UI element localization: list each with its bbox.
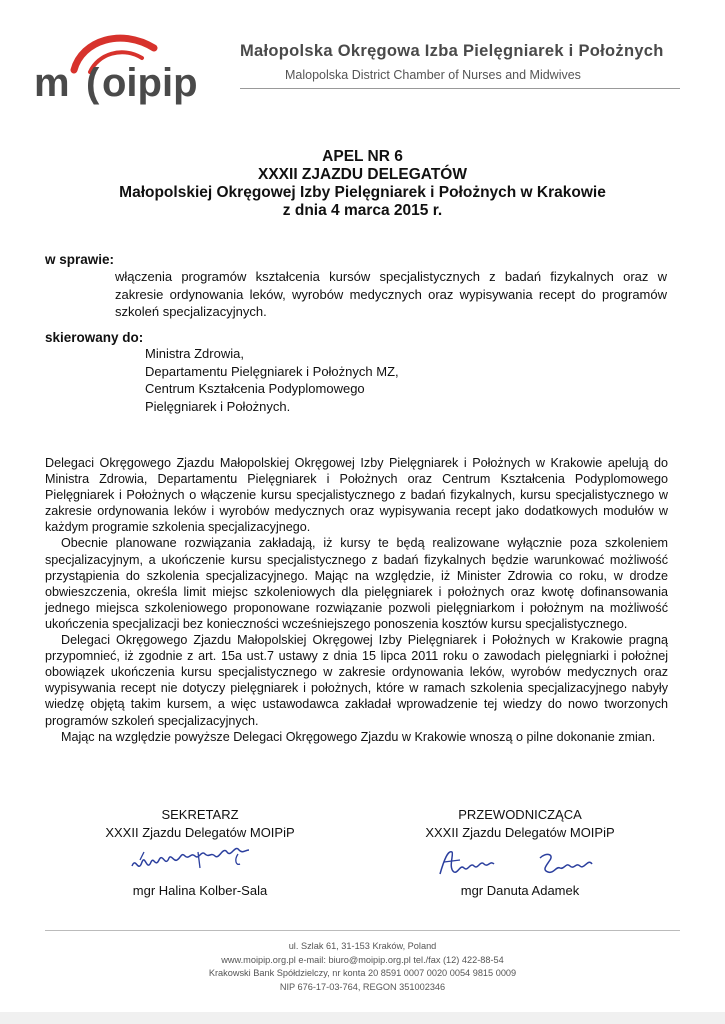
chairwoman-title: PRZEWODNICZĄCA [458, 807, 582, 822]
body-paragraph: Mając na względzie powyższe Delegaci Okręgowego Zjazdu w Krakowie wnoszą o pilne dokonanie zmian. [61, 729, 656, 744]
title-line-2: XXXII ZJAZDU DELEGATÓW [258, 166, 467, 183]
appeal-body [45, 455, 668, 745]
handwritten-signature [80, 844, 320, 880]
body-paragraph: Delegaci Okręgowego Zjazdu Małopolskiej Okręgowej Izby Pielęgniarek i Położnych w Krakowie apelują do Ministra Zdrowia, Departamentu Pielęgniarek i Położnych oraz Centrum Kształcenia Podyplomowego Pielęgniarek i Położnych o włączenie kursu specjalistycznego z badań fizykalnych, kursu specjalistycznego w zakresie ordynowania leków i wyrobów medycznych oraz wypisywania recept jako dodatkowych modułów w każdym programie szkolenia specjalizacyjnego. [45, 456, 668, 535]
handwritten-signature [400, 844, 640, 880]
footer-address: ul. Szlak 61, 31-153 Kraków, Poland [288, 941, 437, 951]
recipient-line: Pielęgniarek i Położnych. [145, 398, 291, 414]
body-paragraph: Delegaci Okręgowego Zjazdu Małopolskiej Okręgowej Izby Pielęgniarek i Położnych w Krakowie pragną przypomnieć, iż zgodnie z art. 15a ust.7 ustawy z dnia 15 lipca 2011 roku o zawodach pielęgniarki i położnej obowiązek ukończenia kursu specjalistycznego w zakresie ordynowania leków, wyrobów medycznych oraz wypisywania recept nie dotyczy pielęgniarek i położnych, które w ramach szkolenia specjalizacyjnego nabyły wiedzę objętą takim kursem, a więc ustawodawca zakładał wprowadzenie tej wiedzy do nowo tworzonych programów szkoleń specjalizacyjnych. [45, 633, 668, 728]
scan-bottom-edge [0, 1012, 725, 1024]
body-paragraph: Obecnie planowane rozwiązania zakładają, iż kursy te będą realizowane wyłącznie poza szkoleniem specjalizacyjnym, a ukończenie kursu specjalistycznego z badań fizykalnych będzie warunkować możliwość przystąpienia do szkolenia specjalizacyjnego. Mając na względzie, iż Minister Zdrowia co roku, w drodze obwieszczenia, określa limit miejsc szkoleniowych dla pielęgniarek i położnych oraz kwotę dofinansowania jednego miejsca szkoleniowego proponowane rozwiązanie pozwoli pielęgniarkom i położnym na możliwość ukończenia specjalizacji bez konieczności wcześniejszego ponoszenia kosztów kursu specjalistycznego. [45, 536, 668, 631]
title-line-4: z dnia 4 marca 2015 r. [282, 202, 443, 219]
svg-text:(: ( [86, 61, 100, 105]
recipient-line: Ministra Zdrowia, [145, 346, 244, 361]
footer-divider [45, 930, 680, 931]
svg-text:oipip: oipip [102, 61, 198, 105]
addressed-label: skierowany do: [45, 330, 144, 345]
title-line-3: Małopolskiej Okręgowej Izby Pielęgniarek i Położnych w Krakowie [119, 184, 606, 201]
recipient-line: Departamentu Pielęgniarek i Położnych MZ, [145, 363, 399, 379]
organization-name: Małopolska Okręgowa Izba Pielęgniarek i Położnych [240, 42, 664, 60]
footer-contact [0, 940, 725, 994]
moipip-logo [30, 22, 220, 112]
secretary-name: mgr Halina Kolber-Sala [132, 883, 268, 898]
chairwoman-signature-block [400, 806, 640, 900]
subject-text: włączenia programów kształcenia kursów specjalistycznych z badań fizykalnych oraz w zakresie ordynowania leków, wyrobów medycznych oraz wypisywania recept do programów szkoleń specjalizacyjnych. [115, 269, 667, 319]
organization-name-english: Malopolska District Chamber of Nurses and Midwives [285, 68, 581, 82]
footer-web-contact: www.moipip.org.pl e-mail: biuro@moipip.org.pl tel./fax (12) 422-88-54 [221, 954, 504, 965]
footer-tax-ids: NIP 676-17-03-764, REGON 351002346 [279, 981, 446, 992]
footer-bank-account: Krakowski Bank Spółdzielczy, nr konta 20 8591 0007 0020 0054 9815 0009 [208, 968, 517, 978]
secretary-signature-block [80, 806, 320, 900]
chairwoman-role: XXXII Zjazdu Delegatów MOIPiP [425, 825, 615, 840]
header-divider [240, 88, 680, 89]
chairwoman-name: mgr Danuta Adamek [460, 883, 580, 898]
document-title [0, 148, 725, 220]
recipient-line: Centrum Kształcenia Podyplomowego [145, 381, 365, 396]
secretary-title: SEKRETARZ [161, 807, 239, 822]
recipients-list [145, 345, 399, 415]
svg-text:m: m [34, 61, 70, 105]
title-line-1: APEL NR 6 [322, 148, 403, 165]
subject-label: w sprawie: [45, 252, 115, 267]
secretary-role: XXXII Zjazdu Delegatów MOIPiP [105, 825, 295, 840]
